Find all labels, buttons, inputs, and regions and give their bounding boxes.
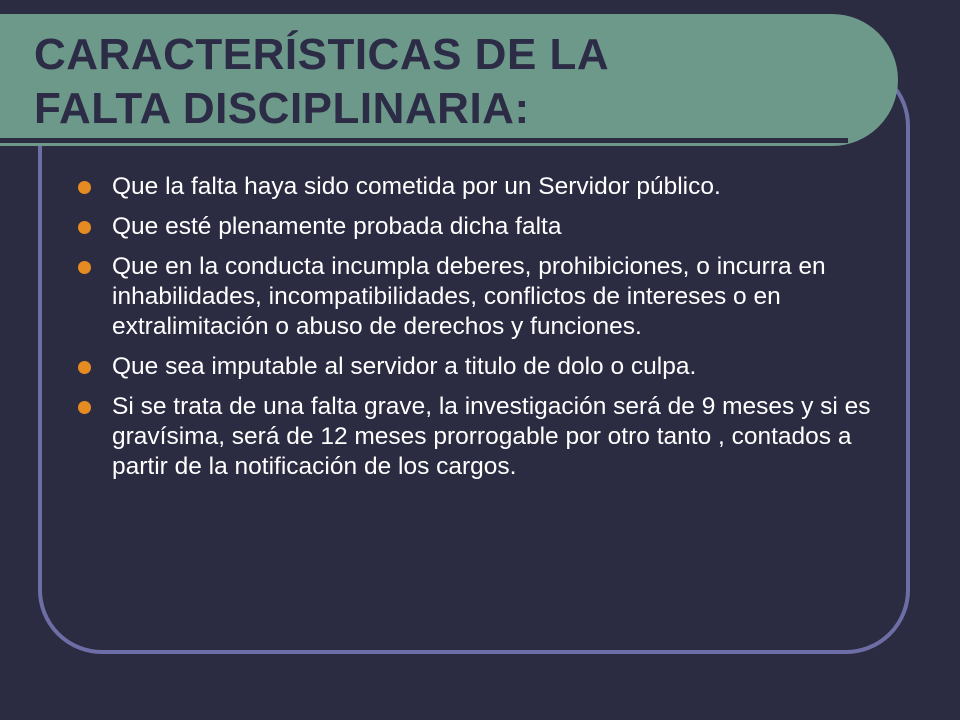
- bullet-item: [72, 172, 882, 202]
- bullet-text: Que sea imputable al servidor a titulo de dolo o culpa.: [112, 353, 697, 380]
- bullet-dot-icon: [78, 361, 91, 374]
- bullet-text: Si se trata de una falta grave, la investigación será de 9 meses y si es gravísima, será de 12 meses prorrogable por otro tanto , contados a partir de la notificación de los cargos.: [112, 393, 871, 480]
- bullet-list: [72, 172, 882, 492]
- bullet-text: Que en la conducta incumpla deberes, prohibiciones, o incurra en inhabilidades, incompatibilidades, conflictos de intereses o en extralimitación o abuso de derechos y funciones.: [112, 253, 826, 340]
- bullet-item: [72, 392, 882, 482]
- bullet-item: [72, 352, 882, 382]
- slide-title: [34, 28, 854, 136]
- bullet-text: Que la falta haya sido cometida por un Servidor público.: [112, 173, 721, 200]
- bullet-dot-icon: [78, 401, 91, 414]
- bullet-item: [72, 252, 882, 342]
- title-underline: [0, 138, 848, 143]
- bullet-dot-icon: [78, 261, 91, 274]
- bullet-dot-icon: [78, 181, 91, 194]
- bullet-text: Que esté plenamente probada dicha falta: [112, 213, 562, 240]
- slide-title-line-1: CARACTERÍSTICAS DE LA: [34, 30, 610, 79]
- title-bar: [0, 14, 898, 146]
- slide-title-line-2: FALTA DISCIPLINARIA:: [34, 84, 530, 133]
- bullet-item: [72, 212, 882, 242]
- bullet-dot-icon: [78, 221, 91, 234]
